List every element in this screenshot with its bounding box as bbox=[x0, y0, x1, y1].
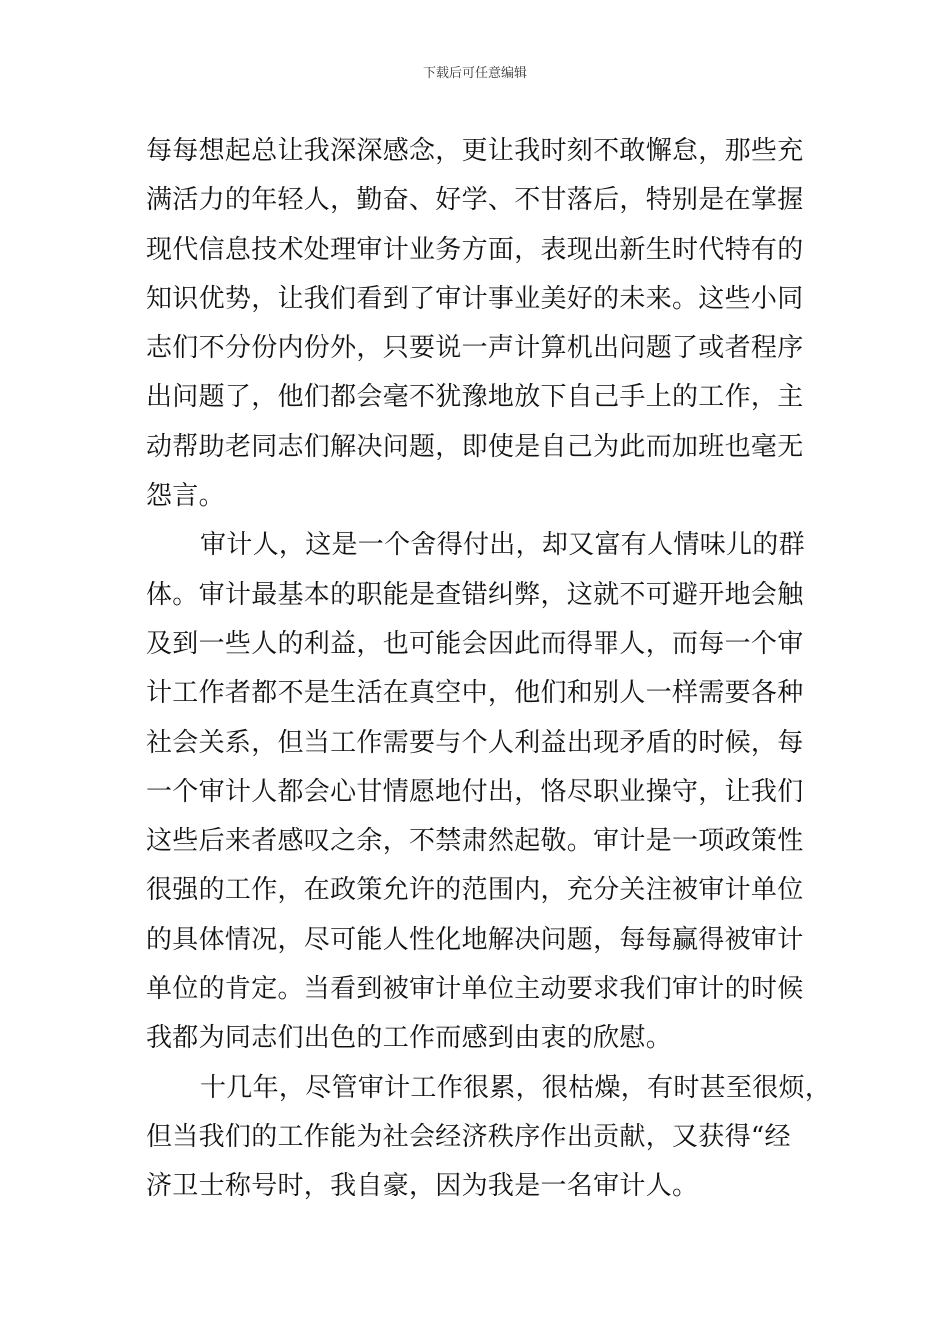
text-line: 出问题了，他们都会毫不犹豫地放下自己手上的工作，主 bbox=[146, 382, 804, 413]
paragraph-2 bbox=[146, 521, 821, 1063]
paragraph-3 bbox=[146, 1064, 832, 1212]
text-line: 十几年，尽管审计工作很累，很枯燥，有时甚至很烦， bbox=[200, 1072, 832, 1103]
text-line: 及到一些人的利益，也可能会因此而得罪人，而每一个审 bbox=[146, 628, 804, 659]
text-line: 动帮助老同志们解决问题，即使是自己为此而加班也毫无 bbox=[146, 431, 804, 462]
text-line: 知识优势，让我们看到了审计事业美好的未来。这些小同 bbox=[146, 283, 804, 314]
text-line: 每每想起总让我深深感念，更让我时刻不敢懈怠，那些充 bbox=[146, 136, 804, 166]
paragraph-1 bbox=[146, 127, 821, 521]
text-line: 怨言。 bbox=[146, 481, 225, 512]
page-header: 下载后可任意编辑 bbox=[422, 66, 527, 81]
text-line: 我都为同志们出色的工作而感到由衷的欣慰。 bbox=[146, 1023, 673, 1054]
text-line: 现代信息技术处理审计业务方面，表现出新生时代特有的 bbox=[146, 234, 804, 265]
text-line: 审计人，这是一个舍得付出，却又富有人情味儿的群 bbox=[200, 530, 805, 561]
text-line: 很强的工作，在政策允许的范围内，充分关注被审计单位 bbox=[146, 875, 804, 906]
text-line: 济卫士称号时，我自豪，因为我是一名审计人。 bbox=[146, 1171, 699, 1202]
text-line: 的具体情况，尽可能人性化地解决问题，每每赢得被审计 bbox=[146, 924, 804, 955]
text-line: 但当我们的工作能为社会经济秩序作出贡献，又获得“经 bbox=[146, 1121, 791, 1152]
text-line: 满活力的年轻人，勤奋、好学、不甘落后，特别是在掌握 bbox=[146, 185, 804, 216]
text-line: 体。审计最基本的职能是查错纠弊，这就不可避开地会触 bbox=[146, 579, 804, 610]
text-line: 计工作者都不是生活在真空中，他们和别人一样需要各种 bbox=[146, 678, 804, 709]
text-line: 社会关系，但当工作需要与个人利益出现矛盾的时候，每 bbox=[146, 727, 804, 758]
text-line: 单位的肯定。当看到被审计单位主动要求我们审计的时候 bbox=[146, 974, 804, 1005]
text-line: 志们不分份内份外，只要说一声计算机出问题了或者程序 bbox=[146, 333, 804, 364]
document-body bbox=[146, 127, 832, 1212]
text-line: 这些后来者感叹之余，不禁肃然起敬。审计是一项政策性 bbox=[146, 826, 804, 857]
text-line: 一个审计人都会心甘情愿地付出，恪尽职业操守，让我们 bbox=[146, 776, 804, 807]
